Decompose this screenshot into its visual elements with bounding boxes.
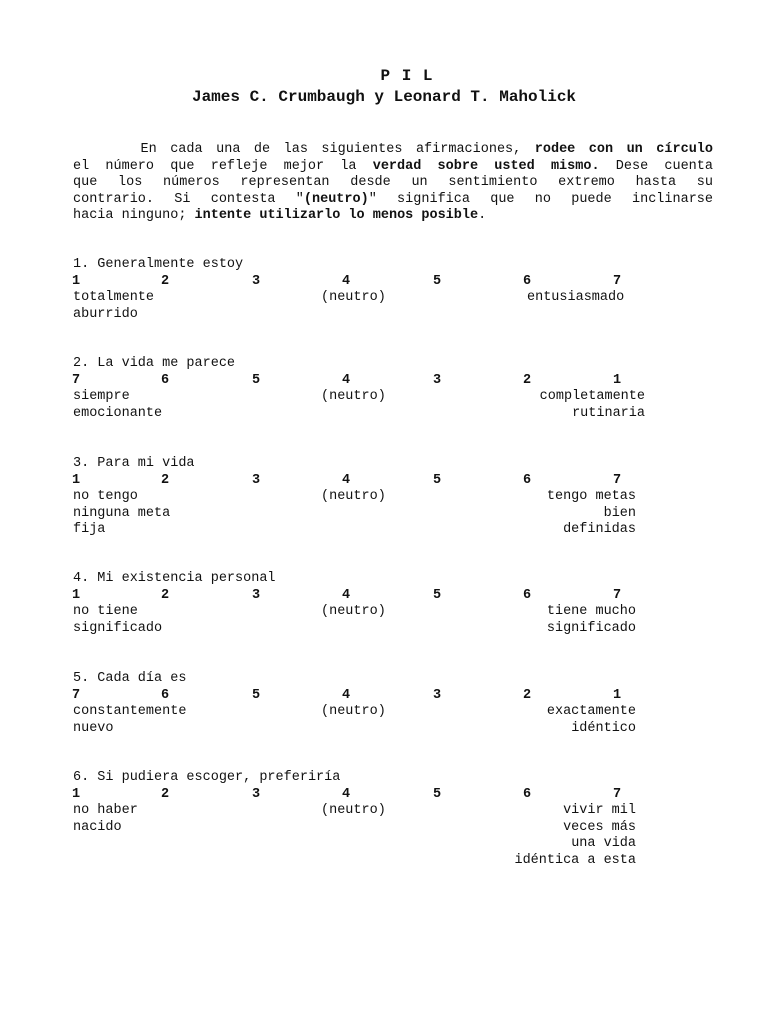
scale-neutral-label: (neutro) [321,604,386,620]
instructions-line [73,142,713,159]
anchor-text: tengo metas [546,489,636,505]
scale-option[interactable]: 4 [341,587,351,603]
scale-option[interactable]: 1 [71,587,81,603]
anchor-text: siempre [73,389,130,405]
instructions-line [73,159,713,176]
scale-option[interactable]: 1 [71,786,81,802]
anchor-text: emocionante [73,405,163,421]
scale-option[interactable]: 5 [251,687,261,703]
scale-option[interactable]: 5 [432,587,442,603]
anchor-text: no tiene [73,604,138,620]
scale-high-anchor [527,290,624,307]
scale-option[interactable]: 5 [251,372,261,388]
scale-option[interactable]: 1 [612,687,622,703]
scale-neutral-label: (neutro) [321,389,386,405]
scale-neutral-label: (neutro) [321,489,386,505]
rating-scale [73,588,673,605]
anchor-text: exactamente [546,704,636,720]
scale-high-anchor [514,803,636,869]
question-prompt: 6. Si pudiera escoger, preferiría [73,770,341,785]
scale-high-anchor [547,604,636,637]
instructions-line [73,192,713,209]
instructions-text: " significa que no puede inclinarse [368,191,714,207]
scale-option[interactable]: 4 [341,273,351,289]
document-title: P I L [380,67,434,85]
scale-option[interactable]: 2 [522,372,532,388]
scale-option[interactable]: 6 [522,786,532,802]
scale-option[interactable]: 3 [432,372,442,388]
scale-option[interactable]: 6 [160,372,170,388]
instructions-text: . [478,208,487,224]
scale-option[interactable]: 4 [341,687,351,703]
scale-low-anchor [73,389,162,422]
anchor-text: fija [73,522,106,538]
rating-scale [73,787,673,804]
anchor-text: significado [73,620,163,636]
scale-option[interactable]: 1 [612,372,622,388]
scale-option[interactable]: 3 [432,687,442,703]
scale-high-anchor [547,704,636,737]
scale-neutral-label: (neutro) [321,803,386,819]
scale-option[interactable]: 3 [251,472,261,488]
rating-scale [73,373,673,390]
emphasis-text: intente utilizarlo lo menos posible [194,208,479,224]
scale-option[interactable]: 2 [160,273,170,289]
instructions-text: En cada una de las siguientes afirmaciones, [73,142,535,157]
scale-neutral-label: (neutro) [321,704,386,720]
anchor-text: rutinaria [572,405,645,421]
anchor-text: significado [546,620,636,636]
scale-option[interactable]: 6 [522,472,532,488]
anchor-text: nacido [73,819,122,835]
question-prompt: 5. Cada día es [73,671,187,686]
scale-option[interactable]: 5 [432,273,442,289]
emphasis-text: (neutro) [303,191,369,207]
anchor-text: definidas [563,522,636,538]
rating-scale [73,688,673,705]
anchor-text: una vida [571,836,636,852]
anchor-text: completamente [539,389,645,405]
emphasis-text: verdad sobre usted mismo. [372,158,600,174]
scale-option[interactable]: 7 [612,472,622,488]
anchor-text: nuevo [73,720,114,736]
scale-option[interactable]: 4 [341,372,351,388]
question-prompt: 2. La vida me parece [73,356,236,371]
question-item [73,456,673,576]
scale-option[interactable]: 2 [160,786,170,802]
anchor-text: idéntico [571,720,636,736]
instructions-paragraph [73,142,713,225]
scale-low-anchor [73,489,170,539]
instructions-line [73,175,713,192]
scale-option[interactable]: 4 [341,786,351,802]
rating-scale [73,473,673,490]
scale-option[interactable]: 2 [160,587,170,603]
scale-high-anchor [547,489,636,539]
anchor-text: ninguna meta [73,505,171,521]
scale-option[interactable]: 7 [71,372,81,388]
scale-option[interactable]: 5 [432,472,442,488]
scale-option[interactable]: 3 [251,786,261,802]
scale-option[interactable]: 3 [251,587,261,603]
instructions-line [73,208,713,225]
instructions-text: el número que refleje mejor la [73,158,373,174]
scale-low-anchor [73,290,154,323]
scale-option[interactable]: 6 [160,687,170,703]
scale-option[interactable]: 7 [71,687,81,703]
anchor-text: entusiasmado [527,290,625,306]
instructions-text: Dese cuenta [599,158,713,174]
scale-option[interactable]: 7 [612,273,622,289]
scale-option[interactable]: 2 [160,472,170,488]
anchor-text: aburrido [73,306,138,322]
anchor-text: bien [603,505,636,521]
scale-option[interactable]: 1 [71,472,81,488]
rating-scale [73,274,673,291]
anchor-text: vivir mil [563,803,636,819]
anchor-text: no haber [73,803,138,819]
scale-option[interactable]: 6 [522,587,532,603]
scale-option[interactable]: 7 [612,587,622,603]
anchor-text: idéntica a esta [514,852,636,868]
scale-option[interactable]: 5 [432,786,442,802]
scale-low-anchor [73,604,162,637]
scale-option[interactable]: 1 [71,273,81,289]
anchor-text: constantemente [73,704,187,720]
scale-option[interactable]: 3 [251,273,261,289]
question-prompt: 3. Para mi vida [73,456,195,471]
scale-option[interactable]: 7 [612,786,622,802]
anchor-text: totalmente [73,290,155,306]
scale-high-anchor [540,389,645,422]
scale-option[interactable]: 6 [522,273,532,289]
instructions-text: hacia ninguno; [73,208,195,224]
anchor-text: veces más [563,819,636,835]
emphasis-text: rodee con un círculo [534,142,713,157]
scale-neutral-label: (neutro) [321,290,386,306]
anchor-text: no tengo [73,489,138,505]
scale-option[interactable]: 4 [341,472,351,488]
question-prompt: 4. Mi existencia personal [73,571,276,586]
instructions-text: contrario. Si contesta " [73,191,304,207]
instructions-text: que los números representan desde un sentimiento extremo hasta su [73,175,713,191]
scale-low-anchor [73,704,186,737]
scale-option[interactable]: 2 [522,687,532,703]
anchor-text: tiene mucho [546,604,636,620]
question-item [73,770,673,890]
scale-low-anchor [73,803,138,836]
document-authors: James C. Crumbaugh y Leonard T. Maholick [191,88,577,106]
question-prompt: 1. Generalmente estoy [73,257,244,272]
